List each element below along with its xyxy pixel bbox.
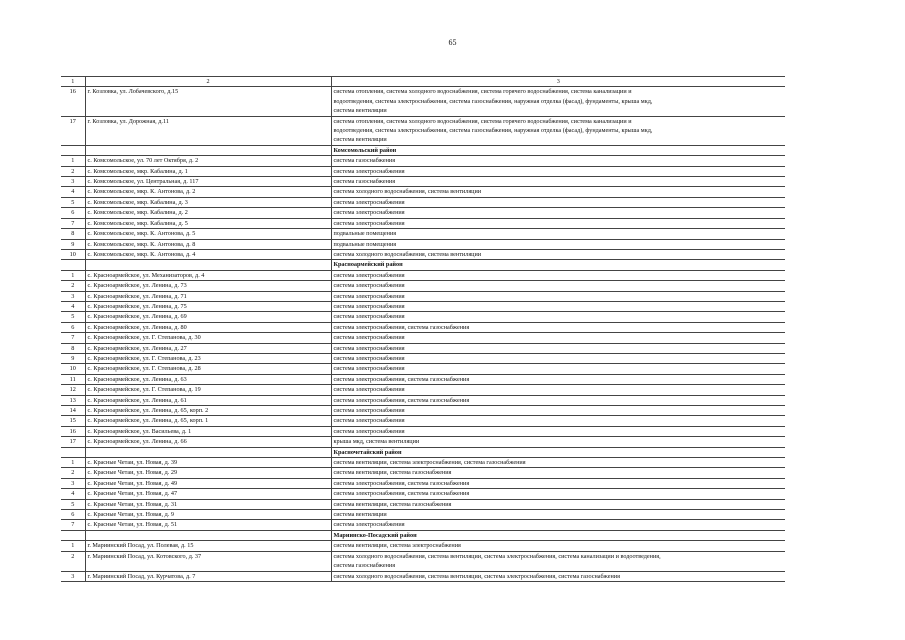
row-address: с. Красноармейское, ул. Ленина, д. 65, корп. 2 [85,406,331,416]
row-works-line: система электроснабжения [333,313,405,321]
row-address: с. Комсомольское, мкр. К. Антонова, д. 5 [85,229,331,239]
row-address: с. Комсомольское, мкр. Кабалина, д. 3 [85,197,331,207]
table-row [61,406,785,416]
table-row [61,187,785,197]
row-address: с. Красноармейское, ул. Г. Степанова, д. 30 [85,333,331,343]
district-number-cell [61,145,85,155]
row-address: с. Красноармейское, ул. Ленина, д. 69 [85,312,331,322]
row-address: с. Красноармейское, ул. Ленина, д. 27 [85,343,331,353]
row-address: с. Комсомольское, ул. Центральная, д. 117 [85,177,331,187]
table-row [61,551,785,571]
row-works-line: система электроснабжения [333,354,405,362]
row-works-line: система вентиляции, система электроснабжения [333,542,461,550]
district-number-cell [61,530,85,540]
row-number: 4 [61,301,85,311]
row-works-line: система электроснабжения [333,365,405,373]
works-table-body [61,77,785,582]
district-address-cell [85,145,331,155]
row-works [331,229,785,239]
row-works-line: система вентиляции, система газоснабжения [333,469,452,477]
row-works [331,541,785,551]
row-address: г. Мариинский Посад, ул. Курчатова, д. 7 [85,571,331,581]
row-address: с. Комсомольское, мкр. Кабалина, д. 1 [85,166,331,176]
table-row [61,468,785,478]
row-number: 12 [61,385,85,395]
row-works [331,426,785,436]
table-row [61,312,785,322]
row-works [331,510,785,520]
table-row [61,571,785,581]
row-number: 8 [61,229,85,239]
row-works-line: система отопления, система холодного водоснабжения, система горячего водоснабжения, система канализации и [333,117,632,125]
row-works [331,281,785,291]
row-works-line: система электроснабжения [333,302,405,310]
row-number: 2 [61,281,85,291]
table-row [61,541,785,551]
row-works [331,489,785,499]
row-number: 17 [61,437,85,447]
table-row [61,281,785,291]
row-works-line: система вентиляции [333,136,387,144]
row-works [331,177,785,187]
row-works-line: система газоснабжения [333,157,396,165]
row-number: 14 [61,406,85,416]
row-number: 4 [61,187,85,197]
table-row [61,322,785,332]
district-title: Красноармейский район [331,260,785,270]
row-address: с. Красноармейское, ул. Ленина, д. 65, корп. 1 [85,416,331,426]
row-works [331,218,785,228]
row-works [331,301,785,311]
row-number: 9 [61,239,85,249]
page-number: 65 [448,38,457,47]
row-number: 3 [61,291,85,301]
row-works-line: система вентиляции [333,107,387,115]
row-number: 1 [61,156,85,166]
row-address: с. Красноармейское, ул. Ленина, д. 75 [85,301,331,311]
row-works [331,87,785,116]
table-row [61,177,785,187]
row-number: 7 [61,218,85,228]
row-number: 10 [61,364,85,374]
row-number: 8 [61,343,85,353]
row-address: с. Красноармейское, ул. Механизаторов, д. 4 [85,270,331,280]
table-row [61,385,785,395]
row-number: 9 [61,353,85,363]
row-works-line: система вентиляции [333,511,387,519]
header-col-works: 3 [331,77,785,87]
row-address: с. Комсомольское, мкр. Кабалина, д. 2 [85,208,331,218]
row-number: 15 [61,416,85,426]
row-number: 4 [61,489,85,499]
row-works [331,343,785,353]
district-heading-row [61,530,785,540]
works-table-container [61,76,785,582]
row-address: с. Красноармейское, ул. Г. Степанова, д. 23 [85,353,331,363]
district-title: Мариинско-Посадский район [331,530,785,540]
row-number: 7 [61,333,85,343]
row-number: 17 [61,116,85,145]
table-row [61,166,785,176]
row-works-line: система электроснабжения [333,292,405,300]
row-number: 7 [61,520,85,530]
table-row [61,270,785,280]
row-works-line: система электроснабжения [333,521,405,529]
row-address: г. Мариинский Посад, ул. Котовского, д. 37 [85,551,331,571]
row-number: 5 [61,312,85,322]
row-works [331,468,785,478]
row-address: с. Комсомольское, мкр. К. Антонова, д. 4 [85,249,331,259]
row-address: г. Мариинский Посад, ул. Полевая, д. 15 [85,541,331,551]
row-works-line: система газоснабжения [333,562,396,570]
header-col-number: 1 [61,77,85,87]
row-works [331,249,785,259]
row-address: г. Козловка, ул. Лобачевского, д.15 [85,87,331,116]
row-address: с. Комсомольское, ул. 70 лет Октября, д. 2 [85,156,331,166]
row-address: с. Красноармейское, ул. Ленина, д. 63 [85,374,331,384]
row-works-line: система вентиляции, система газоснабжения [333,500,452,508]
row-works-line: система электроснабжения, система газоснабжения [333,323,470,331]
table-row [61,87,785,116]
row-works-line: система электроснабжения [333,198,405,206]
row-works [331,197,785,207]
row-address: с. Красноармейское, ул. Г. Степанова, д. 19 [85,385,331,395]
row-address: с. Красноармейское, ул. Ленина, д. 73 [85,281,331,291]
row-works [331,270,785,280]
row-works-line: подвальные помещения [333,240,397,248]
row-address: с. Красные Четаи, ул. Новая, д. 31 [85,499,331,509]
row-works-line: система электроснабжения [333,167,405,175]
row-works [331,571,785,581]
table-row [61,437,785,447]
row-number: 2 [61,551,85,571]
header-col-address: 2 [85,77,331,87]
row-works-line: система электроснабжения [333,209,405,217]
row-works-line: система вентиляции, система электроснабжения, система газоснабжения [333,459,526,467]
row-works-line: система электроснабжения [333,271,405,279]
row-number: 16 [61,87,85,116]
row-address: с. Красные Четаи, ул. Новая, д. 29 [85,468,331,478]
table-row [61,333,785,343]
row-address: с. Красноармейское, ул. Г. Степанова, д. 28 [85,364,331,374]
row-number: 1 [61,541,85,551]
row-works [331,395,785,405]
district-heading-row [61,260,785,270]
district-title: Комсомольский район [331,145,785,155]
row-number: 1 [61,270,85,280]
row-address: с. Комсомольское, мкр. Кабалина, д. 5 [85,218,331,228]
row-works [331,406,785,416]
row-number: 16 [61,426,85,436]
row-number: 6 [61,208,85,218]
row-address: с. Красноармейское, ул. Ленина, д. 66 [85,437,331,447]
row-works [331,333,785,343]
row-works-line: система холодного водоснабжения, система вентиляции [333,250,482,258]
row-number: 13 [61,395,85,405]
row-address: с. Комсомольское, мкр. К. Антонова, д. 2 [85,187,331,197]
row-works [331,353,785,363]
row-works-line: система холодного водоснабжения, система вентиляции, система электроснабжения, система газоснабжения [333,572,620,580]
row-works [331,416,785,426]
table-row [61,520,785,530]
row-address: г. Козловка, ул. Дорожная, д.11 [85,116,331,145]
row-works [331,551,785,571]
row-number: 3 [61,478,85,488]
row-works-line: водоотведения, система электроснабжения, система газоснабжения, наружная отделка (фасад), фундаменты, крыша мкд, [333,97,653,105]
table-row [61,208,785,218]
district-address-cell [85,260,331,270]
row-number: 11 [61,374,85,384]
row-address: с. Красноармейское, ул. Ленина, д. 71 [85,291,331,301]
row-works [331,520,785,530]
row-works-line: система электроснабжения [333,427,405,435]
row-works [331,385,785,395]
table-row [61,116,785,145]
row-works [331,478,785,488]
row-works-line: крыша мкд, система вентиляции [333,438,420,446]
works-table [61,76,785,582]
row-number: 1 [61,458,85,468]
row-works [331,312,785,322]
row-address: с. Красные Четаи, ул. Новая, д. 39 [85,458,331,468]
district-number-cell [61,260,85,270]
table-row [61,353,785,363]
table-header-row [61,77,785,87]
row-address: с. Красноармейское, ул. Ленина, д. 61 [85,395,331,405]
row-works [331,291,785,301]
row-address: с. Красные Четаи, ул. Новая, д. 9 [85,510,331,520]
row-works [331,374,785,384]
district-title: Красночетайский район [331,447,785,457]
table-row [61,489,785,499]
row-number: 6 [61,510,85,520]
row-address: с. Красные Четаи, ул. Новая, д. 47 [85,489,331,499]
row-works-line: система отопления, система холодного водоснабжения, система горячего водоснабжения, система канализации и [333,88,632,96]
row-works-line: водоотведения, система электроснабжения, система газоснабжения, наружная отделка (фасад), фундаменты, крыша мкд, [333,127,653,135]
table-row [61,458,785,468]
row-works [331,322,785,332]
row-works-line: система электроснабжения, система газоснабжения [333,396,470,404]
row-works [331,437,785,447]
table-row [61,229,785,239]
row-works [331,187,785,197]
row-works-line: система электроснабжения [333,219,405,227]
row-works [331,208,785,218]
row-number: 6 [61,322,85,332]
table-row [61,426,785,436]
table-row [61,478,785,488]
row-works-line: система электроснабжения [333,334,405,342]
table-row [61,218,785,228]
row-works-line: система электроснабжения [333,407,405,414]
district-number-cell [61,447,85,457]
table-row [61,395,785,405]
row-works [331,239,785,249]
row-number: 2 [61,166,85,176]
table-row [61,374,785,384]
row-number: 3 [61,571,85,581]
row-works-line: система холодного водоснабжения, система вентиляции [333,188,482,196]
row-number: 10 [61,249,85,259]
table-row [61,301,785,311]
row-works-line: система электроснабжения [333,386,405,394]
row-works [331,499,785,509]
row-address: с. Красные Четаи, ул. Новая, д. 49 [85,478,331,488]
row-works-line: система электроснабжения, система газоснабжения [333,490,470,498]
row-works-line: система электроснабжения [333,417,405,425]
table-row [61,416,785,426]
row-number: 5 [61,499,85,509]
row-number: 3 [61,177,85,187]
row-address: с. Красноармейское, ул. Ленина, д. 80 [85,322,331,332]
row-works-line: система газоснабжения [333,178,396,186]
row-works [331,116,785,145]
row-works-line: система электроснабжения [333,344,405,352]
district-address-cell [85,530,331,540]
row-works [331,156,785,166]
table-row [61,197,785,207]
row-number: 2 [61,468,85,478]
row-works-line: система электроснабжения, система газоснабжения [333,479,470,487]
table-row [61,291,785,301]
table-row [61,343,785,353]
table-row [61,156,785,166]
district-heading-row [61,447,785,457]
table-row [61,249,785,259]
row-works [331,364,785,374]
table-row [61,499,785,509]
row-works-line: система холодного водоснабжения, система вентиляции, система электроснабжения, система канализации и водоотведения, [333,552,661,560]
row-number: 5 [61,197,85,207]
table-row [61,239,785,249]
row-works-line: система электроснабжения, система газоснабжения [333,375,470,383]
district-heading-row [61,145,785,155]
row-address: с. Красноармейское, ул. Васильева, д. 1 [85,426,331,436]
row-works-line: подвальные помещения [333,230,397,238]
district-address-cell [85,447,331,457]
row-works [331,166,785,176]
row-works [331,458,785,468]
table-row [61,510,785,520]
table-row [61,364,785,374]
row-address: с. Красные Четаи, ул. Новая, д. 51 [85,520,331,530]
row-works-line: система электроснабжения [333,282,405,290]
row-address: с. Комсомольское, мкр. К. Антонова, д. 8 [85,239,331,249]
